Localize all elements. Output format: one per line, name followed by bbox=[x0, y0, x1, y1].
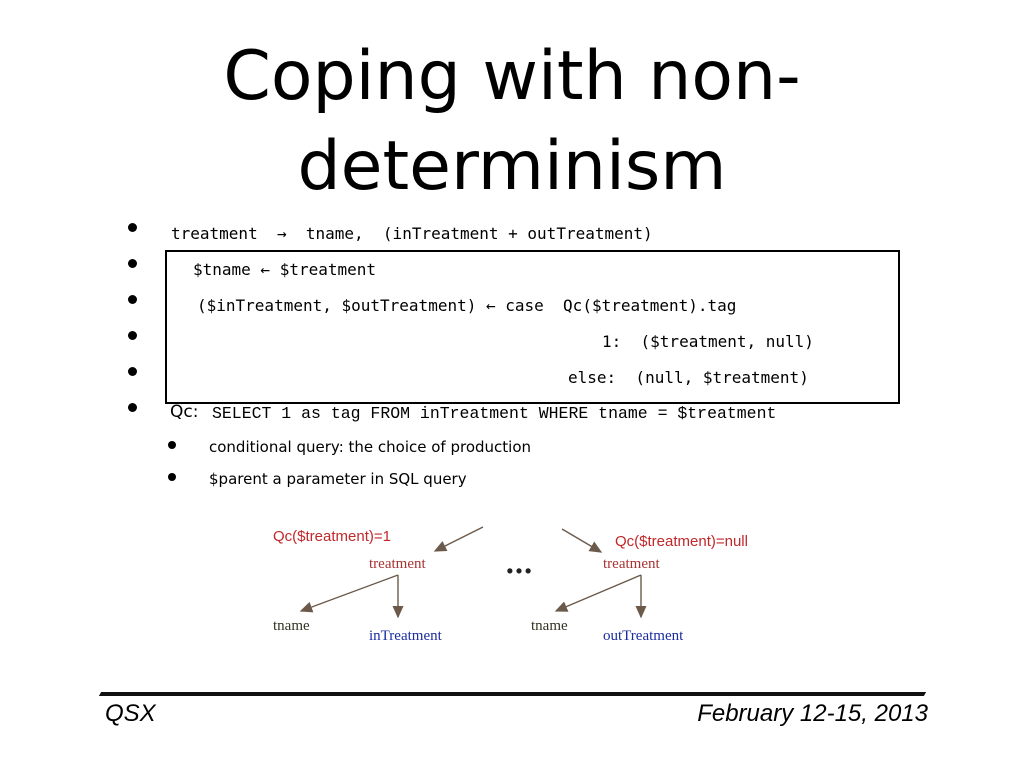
slide-title-line1: Coping with non- bbox=[223, 37, 801, 116]
production-rule: treatment → tname, (inTreatment + outTreatment) bbox=[171, 224, 653, 243]
case-branch-1: 1: ($treatment, null) bbox=[602, 332, 814, 351]
right-child-tname: tname bbox=[531, 618, 568, 634]
sub-bullet-parameter: $parent a parameter in SQL query bbox=[209, 470, 467, 488]
qc-label: Qc: bbox=[170, 402, 199, 422]
arrow-right-tname bbox=[556, 575, 641, 611]
slide-title-line2: determinism bbox=[297, 127, 727, 206]
arrow-left-condition bbox=[435, 527, 483, 551]
left-child-tname: tname bbox=[273, 618, 310, 634]
left-root-label: treatment bbox=[369, 556, 426, 572]
footer-left: QSX bbox=[105, 700, 156, 727]
right-root-label: treatment bbox=[603, 556, 660, 572]
qc-sql: SELECT 1 as tag FROM inTreatment WHERE tname = $treatment bbox=[212, 404, 777, 423]
arrow-right-condition bbox=[562, 529, 601, 552]
footer-right: February 12-15, 2013 bbox=[697, 700, 928, 727]
right-child-outtreatment: outTreatment bbox=[603, 628, 684, 644]
ellipsis: … bbox=[505, 547, 533, 580]
footer-rule bbox=[99, 692, 926, 696]
left-child-intreatment: inTreatment bbox=[369, 628, 442, 644]
left-condition-label: Qc($treatment)=1 bbox=[273, 528, 391, 545]
case-branch-else: else: (null, $treatment) bbox=[568, 368, 809, 387]
assignment-tname: $tname ← $treatment bbox=[193, 260, 377, 279]
arrow-left-tname bbox=[301, 575, 398, 611]
assignment-case: ($inTreatment, $outTreatment) ← case Qc($treatment).tag bbox=[197, 296, 737, 315]
right-condition-label: Qc($treatment)=null bbox=[615, 533, 748, 550]
sub-bullet-conditional: conditional query: the choice of production bbox=[209, 438, 532, 456]
